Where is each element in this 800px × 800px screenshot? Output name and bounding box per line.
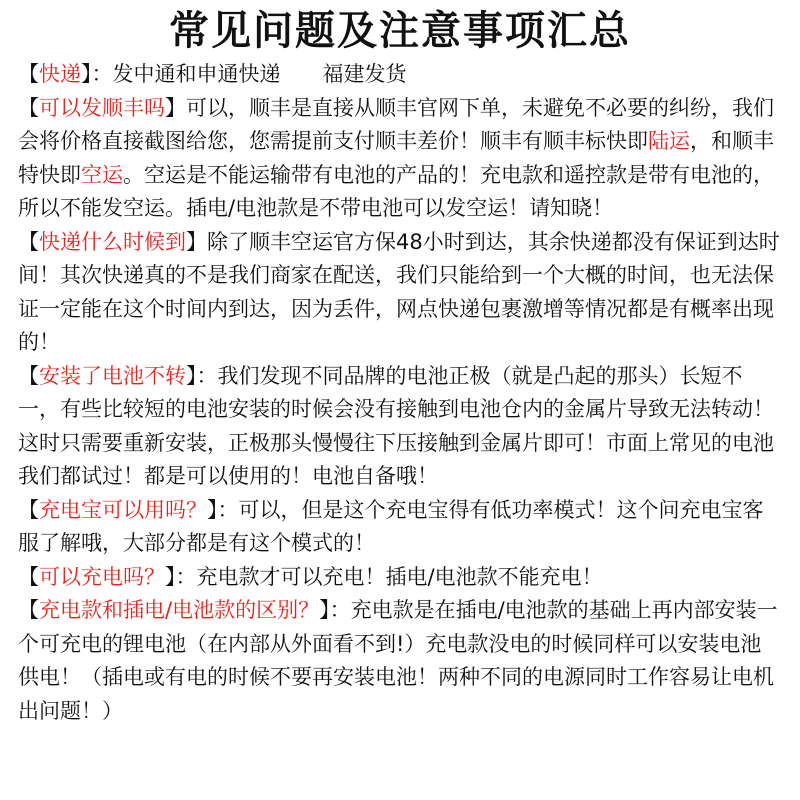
- page-title: 常见问题及注意事项汇总: [169, 8, 631, 54]
- faq-tag: 可以充电吗？: [39, 564, 165, 589]
- faq-item-shipping: [18, 58, 782, 92]
- faq-tag: 安装了电池不转: [39, 363, 186, 388]
- faq-answer-cont: ，和顺丰特快即: [18, 129, 774, 187]
- faq-tag: 充电款和插电/电池款的区别？: [39, 598, 320, 622]
- bracket-close: 】: [165, 564, 176, 589]
- bracket-close: 】: [165, 95, 186, 120]
- bracket-close: 】: [186, 229, 207, 254]
- highlight-air-transport: 空运: [81, 162, 123, 187]
- faq-answer: 除了顺丰空运官方保48小时到达，其余快递都没有保证到达时间！其次快递真的不是我们商家在配送，我们只能给到一个大概的时间，也无法保证一定能在这个时间内到达，因为丢件，网点快递包裹激增等情况都是有概率出现的！: [18, 229, 780, 354]
- faq-answer: ：发中通和申通快递 福建发货: [91, 62, 407, 86]
- bracket-close: 】: [207, 497, 218, 522]
- faq-tag: 充电宝可以用吗？: [39, 497, 207, 522]
- bracket-open: 【: [18, 95, 39, 120]
- faq-answer-cont: 。空运是不能运输带有电池的产品的！充电款和遥控款是带有电池的，所以不能发空运。插电/电池款是不带电池可以发空运！请知晓！: [18, 162, 774, 220]
- faq-answer: ：可以，但是这个充电宝得有低功率模式！这个问充电宝客服了解哦，大部分都是有这个模式的！: [18, 497, 764, 555]
- bracket-open: 【: [18, 363, 39, 388]
- faq-item-chargeable: [18, 561, 782, 595]
- faq-item-power-bank: [18, 494, 782, 561]
- faq-item-sf-express: [18, 92, 782, 226]
- faq-item-model-difference: [18, 594, 782, 728]
- bracket-open: 【: [18, 564, 39, 589]
- faq-answer: ：充电款是在插电/电池款的基础上再内部安装一个可充电的锂电池（在内部从外面看不到!）充电款没电的时候同样可以安装电池供电！（插电或有电的时候不要再安装电池！两种不同的电源同时工作容易让电机出问题！）: [18, 598, 778, 723]
- faq-item-delivery-time: [18, 226, 782, 360]
- faq-tag: 快递: [39, 62, 81, 86]
- faq-item-battery-not-working: [18, 360, 782, 494]
- faq-body: [0, 56, 800, 728]
- faq-tag: 快递什么时候到: [39, 229, 186, 254]
- bracket-close: 】: [81, 62, 92, 86]
- bracket-open: 【: [18, 497, 39, 522]
- faq-answer: ：我们发现不同品牌的电池正极（就是凸起的那头）长短不一，有些比较短的电池安装的时候会没有接触到电池仓内的金属片导致无法转动！这时只需要重新安装，正极那头慢慢往下压接触到金属片即可！市面上常见的电池我们都试过！都是可以使用的！电池自备哦！: [18, 363, 774, 488]
- highlight-land-transport: 陆运: [648, 129, 690, 153]
- faq-tag: 可以发顺丰吗: [39, 95, 165, 120]
- bracket-close: 】: [319, 598, 330, 622]
- bracket-open: 【: [18, 598, 39, 622]
- faq-answer: ：充电款才可以充电！插电/电池款不能充电！: [175, 564, 603, 589]
- faq-answer: 可以，顺丰是直接从顺丰官网下单，未避免不必要的纠纷，我们会将价格直接截图给您，您需提前支付顺丰差价！顺丰有顺丰标快即: [18, 95, 774, 153]
- bracket-close: 】: [186, 363, 197, 388]
- bracket-open: 【: [18, 62, 39, 86]
- bracket-open: 【: [18, 229, 39, 254]
